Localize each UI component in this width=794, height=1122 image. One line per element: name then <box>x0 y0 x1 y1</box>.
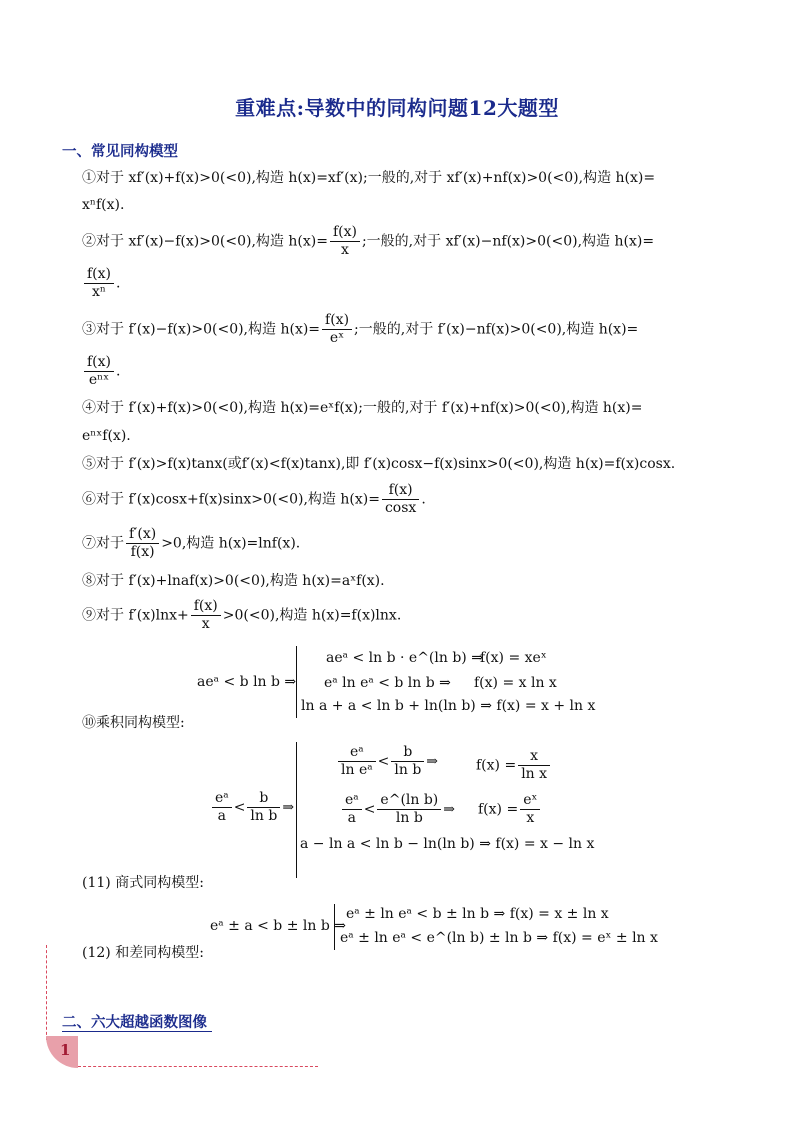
item-3-line-1: ③对于 f′(x)−f(x)>0(<0),构造 h(x)= $\frac{f(x)}{\text{eˣ}}$ ;一般的,对于 f′(x)−nf(x)>0(<0),构造 h(x)= <box>82 312 639 346</box>
item-4-line-1: ④对于 f′(x)+f(x)>0(<0),构造 h(x)=eˣf(x);一般的,对于 f′(x)+nf(x)>0(<0),构造 h(x)= <box>82 400 643 416</box>
model10-row-1: aeᵃ < ln b · e^(ln b) ⇒ <box>326 650 483 666</box>
model12-lhs: eᵃ ± a < b ± ln b ⇒ <box>210 918 346 934</box>
section-heading-1: 一、常见同构模型 <box>62 143 178 160</box>
dashed-footer-line <box>78 1066 318 1067</box>
model11-row-2: $\frac{\text{eᵃ}}{a}$ < $\frac{\text{e\textasciicircum{}(ln b)}}{\text{ln b}}$ ⇒ <box>340 792 455 827</box>
page-number-badge: 1 <box>46 1036 78 1068</box>
item-4-line-2: eⁿˣf(x). <box>82 428 131 444</box>
section-underline <box>62 1031 212 1032</box>
item-9: ⑨对于 f′(x)lnx+ $\frac{f(x)}{x}$ >0(<0),构造 h(x)=f(x)lnx. <box>82 598 402 632</box>
item-6: ⑥对于 f′(x)cosx+f(x)sinx>0(<0),构造 h(x)= $\frac{f(x)}{\cos x}$ . <box>82 482 426 516</box>
model10-row-1-function: f(x) = xeˣ <box>480 650 547 666</box>
fraction: $\frac{f(x)}{\cos x}$ <box>382 482 419 517</box>
model12-row-2: eᵃ ± ln eᵃ < e^(ln b) ± ln b ⇒ f(x) = eˣ ± ln x <box>340 930 658 946</box>
model12-row-1: eᵃ ± ln eᵃ < b ± ln b ⇒ f(x) = x ± ln x <box>346 906 609 922</box>
item-1-line-2: xⁿf(x). <box>82 197 125 213</box>
model12-label: (12) 和差同构模型: <box>82 945 204 961</box>
item-1-line-1: ①对于 xf′(x)+f(x)>0(<0),构造 h(x)=xf′(x);一般的,对于 xf′(x)+nf(x)>0(<0),构造 h(x)= <box>82 170 656 186</box>
fraction: $\frac{f'(x)}{f(x)}$ <box>126 526 159 561</box>
item-7: ⑦对于 $\frac{f'(x)}{f(x)}$ >0,构造 h(x)=lnf(x). <box>82 526 301 560</box>
model11-brace <box>296 742 297 878</box>
model10-row-2-function: f(x) = x ln x <box>474 675 557 691</box>
fraction: $\frac{f(x)}{\text{xⁿ}}$ <box>84 266 114 301</box>
dashed-margin-line <box>46 945 47 1040</box>
model12-brace <box>334 904 335 950</box>
fraction: $\frac{f(x)}{x}$ <box>191 598 221 633</box>
model10-lhs: aeᵃ < b ln b ⇒ <box>197 674 297 690</box>
model11-row-1-function: f(x) = $\frac{x}{\text{ln x}}$ <box>476 748 552 783</box>
item-3-line-2: $\frac{f(x)}{\text{eⁿˣ}}$ . <box>82 354 120 389</box>
fraction: $\frac{f(x)}{\text{eⁿˣ}}$ <box>84 354 114 389</box>
model11-row-1: $\frac{\text{eᵃ}}{\text{ln eᵃ}}$ < $\frac{b}{\text{ln b}}$ ⇒ <box>336 744 438 779</box>
item-2-line-2: $\frac{f(x)}{\text{xⁿ}}$ . <box>82 266 120 301</box>
model10-brace <box>296 646 297 718</box>
fraction: $\frac{f(x)}{x}$ <box>330 224 360 259</box>
model10-row-3: ln a + a < ln b + ln(ln b) ⇒ f(x) = x + ln x <box>301 698 596 714</box>
model10-label: ⑩乘积同构模型: <box>82 715 185 731</box>
page-title: 重难点:导数中的同构问题12大题型 <box>235 96 559 120</box>
section-heading-2: 二、六大超越函数图像 <box>62 1014 207 1031</box>
item-5: ⑤对于 f′(x)>f(x)tanx(或f′(x)<f(x)tanx),即 f′(x)cosx−f(x)sinx>0(<0),构造 h(x)=f(x)cosx. <box>82 456 676 472</box>
item-2-line-1: ②对于 xf′(x)−f(x)>0(<0),构造 h(x)= $\frac{f(x)}{x}$ ;一般的,对于 xf′(x)−nf(x)>0(<0),构造 h(x)= <box>82 224 655 258</box>
model11-row-2-function: f(x) = $\frac{\text{eˣ}}{x}$ <box>478 792 542 827</box>
model11-lhs: $\frac{\text{eᵃ}}{a}$ < $\frac{b}{\text{ln b}}$ ⇒ <box>210 790 294 825</box>
fraction: $\frac{f(x)}{\text{eˣ}}$ <box>322 312 352 347</box>
model11-label: (11) 商式同构模型: <box>82 875 204 891</box>
model11-row-3: a − ln a < ln b − ln(ln b) ⇒ f(x) = x − ln x <box>300 836 595 852</box>
item-8: ⑧对于 f′(x)+lnaf(x)>0(<0),构造 h(x)=aˣf(x). <box>82 573 385 589</box>
model10-row-2: eᵃ ln eᵃ < b ln b ⇒ <box>324 675 451 691</box>
